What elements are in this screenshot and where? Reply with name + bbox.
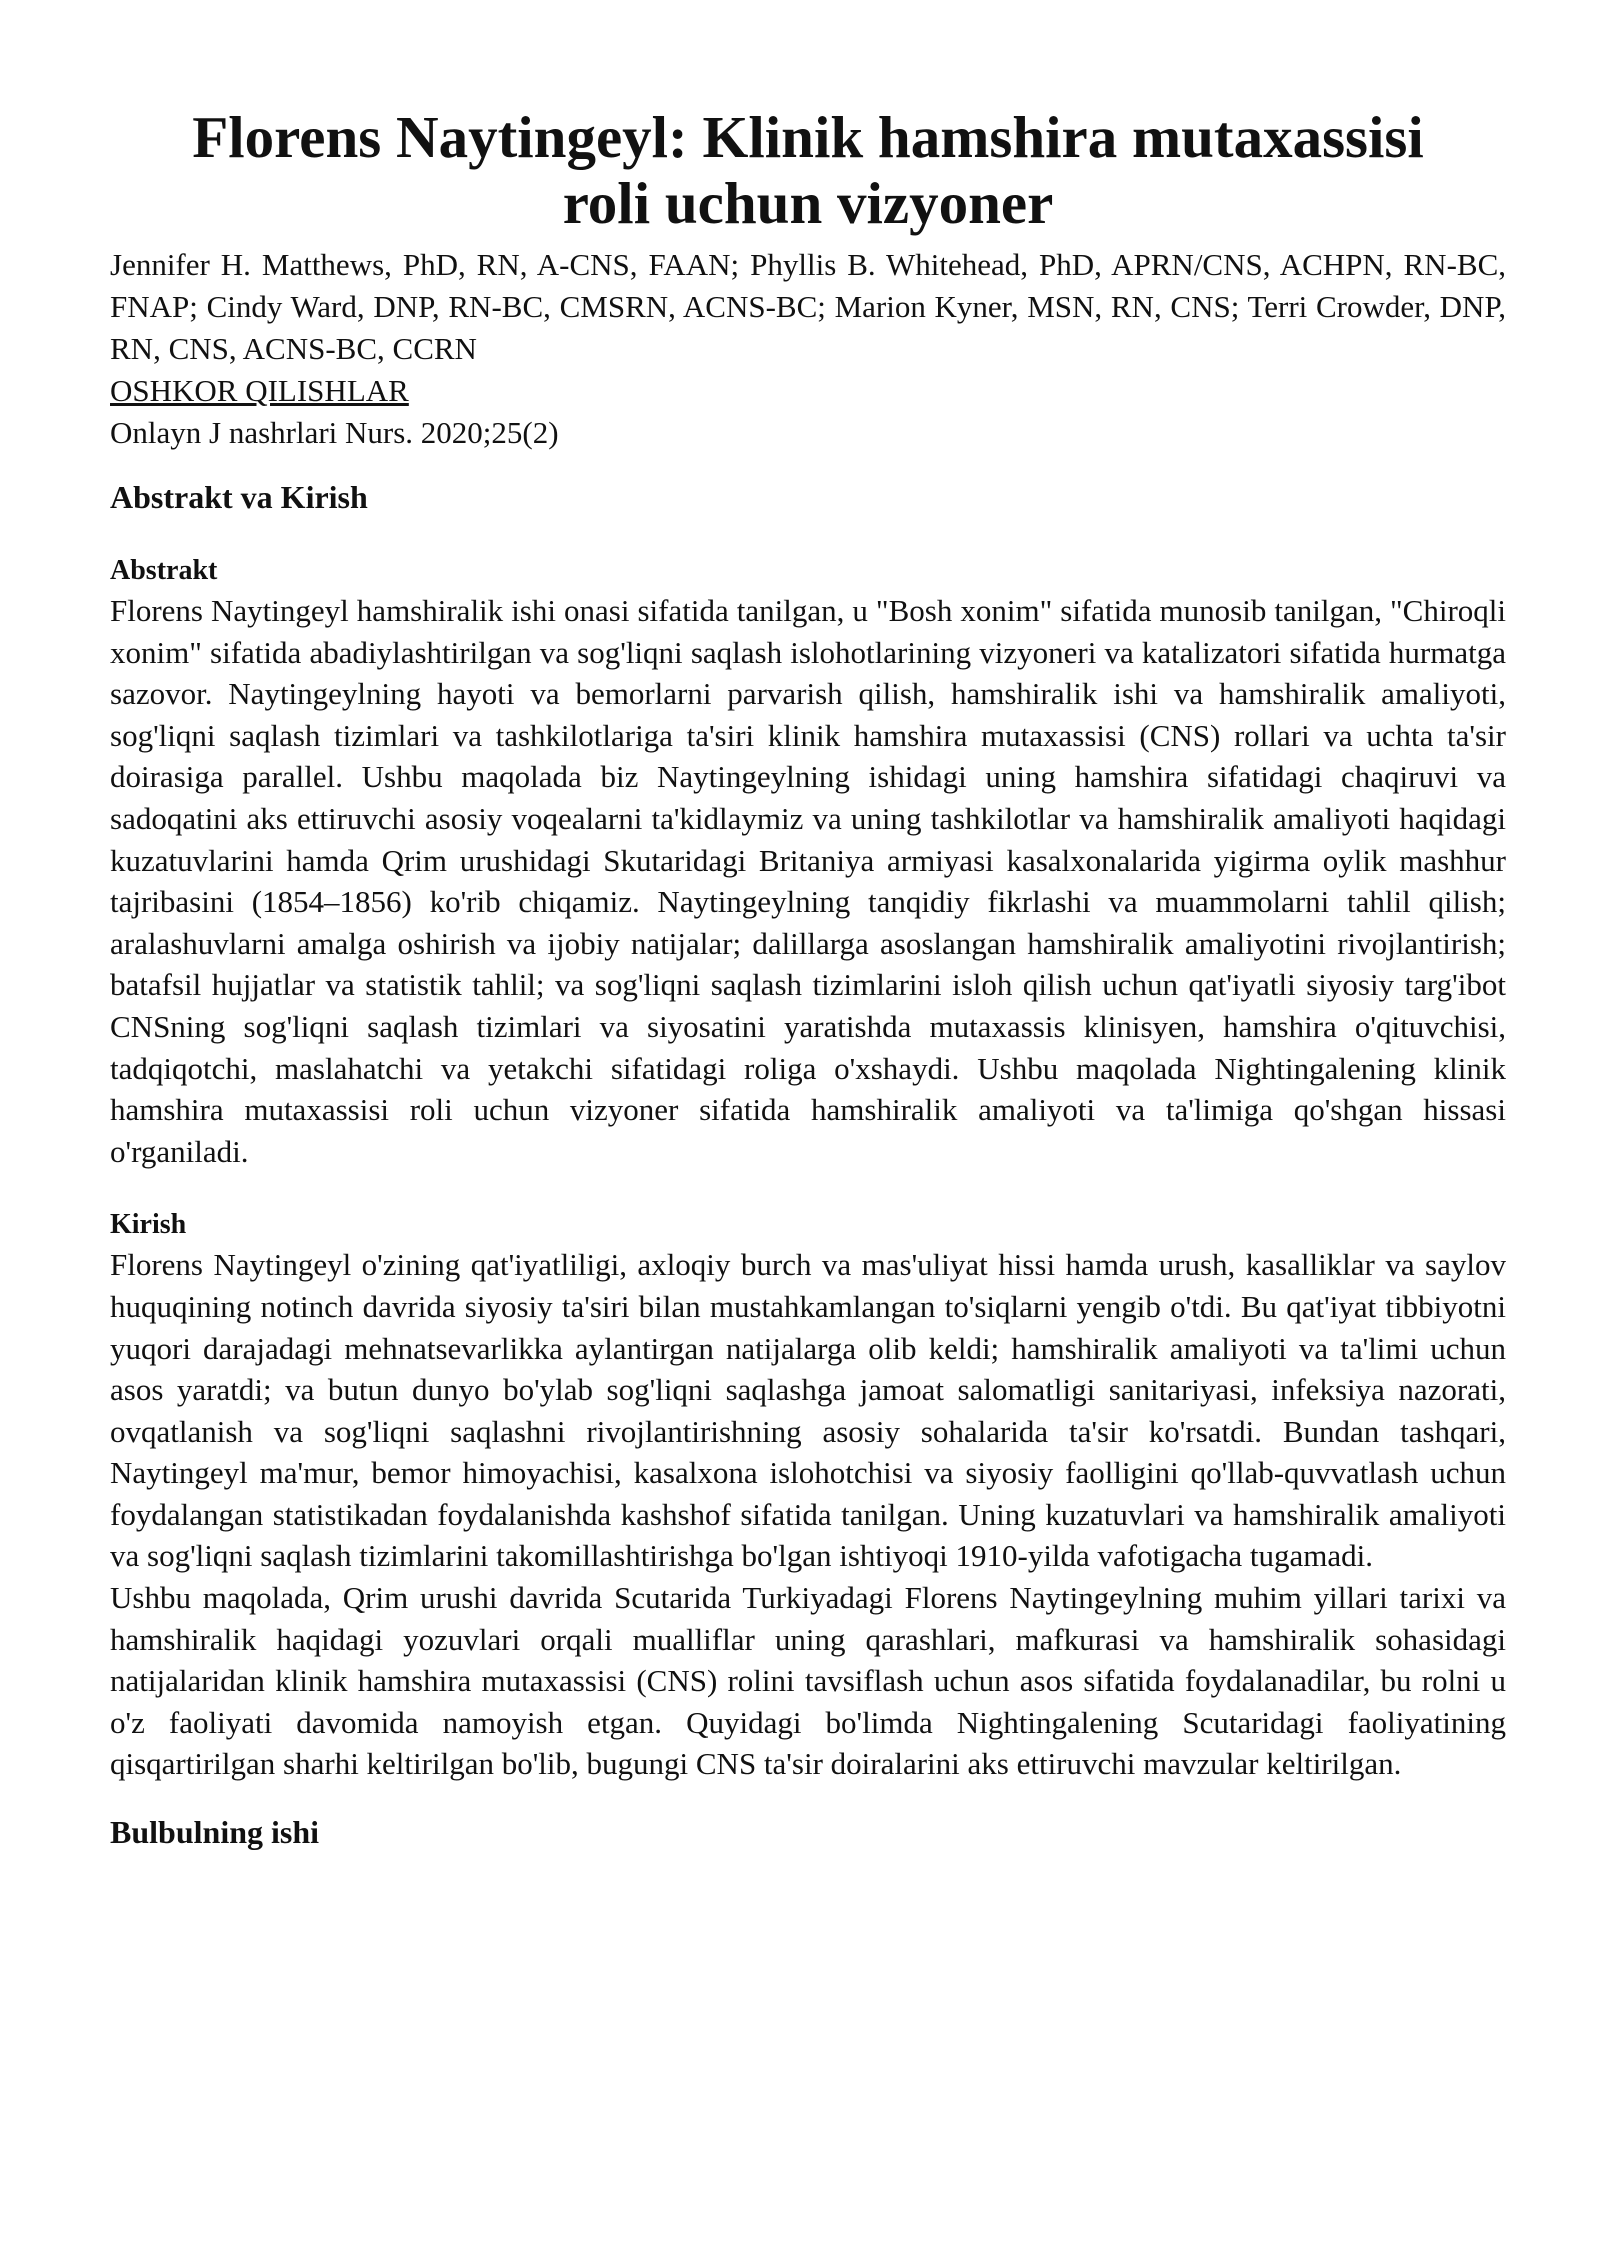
journal-citation: Onlayn J nashrlari Nurs. 2020;25(2) [110, 415, 559, 450]
introduction-paragraph-2: Ushbu maqolada, Qrim urushi davrida Scutarida Turkiyadagi Florens Naytingeylning muhim yillari tarixi va hamshiralik haqidagi yozuvlari orqali mualliflar uning qarashlari, mafkurasi va hamshiralik sohasidagi natijalaridan klinik hamshira mutaxassisi (CNS) rolini tavsiflash uchun asos sifatida foydalanadilar, bu rolni u o'z faoliyati davomida namoyish etgan. Quyidagi bo'limda Nightingalening Scutaridagi faoliyatining qisqartirilgan sharhi keltirilgan bo'lib, bugungi CNS ta'sir doiralarini aks ettiruvchi mavzular keltirilgan. [110, 1580, 1506, 1782]
disclosures-link[interactable]: OSHKOR QILISHLAR [110, 373, 409, 408]
article-title [110, 100, 1506, 236]
article-title-line-2: roli uchun vizyoner [562, 170, 1054, 236]
abstract-paragraph: Florens Naytingeyl hamshiralik ishi onasi sifatida tanilgan, u "Bosh xonim" sifatida munosib tanilgan, "Chiroqli xonim" sifatida abadiylashtirilgan va sog'liqni saqlash islohotlarining vizyoneri va katalizatori sifatida hurmatga sazovor. Naytingeylning hayoti va bemorlarni parvarish qilish, hamshiralik ishi va hamshiralik amaliyoti, sog'liqni saqlash tizimlari va tashkilotlariga ta'siri klinik hamshira mutaxassisi (CNS) rollari va uchta ta'sir doirasiga parallel. Ushbu maqolada biz Naytingeylning ishidagi uning hamshira sifatidagi chaqiruvi va sadoqatini aks ettiruvchi asosiy voqealarni ta'kidlaymiz va uning tashkilotlar va hamshiralik amaliyoti haqidagi kuzatuvlarini hamda Qrim urushidagi Skutaridagi Britaniya armiyasi kasalxonalarida yigirma oylik mashhur tajribasini (1854–1856) ko'rib chiqamiz. Naytingeylning tanqidiy fikrlashi va muammolarni tahlil qilish; aralashuvlarni amalga oshirish va ijobiy natijalar; dalillarga asoslangan hamshiralik amaliyotini rivojlantirish; batafsil hujjatlar va statistik tahlil; va sog'liqni saqlash tizimlarini isloh qilish uchun qat'iyatli siyosiy targ'ibot CNSning sog'liqni saqlash tizimlari va siyosatini yaratishda mutaxassis klinisyen, hamshira o'qituvchisi, tadqiqotchi, maslahatchi va yetakchi sifatidagi roliga o'xshaydi. Ushbu maqolada Nightingalening klinik hamshira mutaxassisi roli uchun vizyoner sifatida hamshiralik amaliyoti va ta'limiga qo'shgan hissasi o'rganiladi. [110, 593, 1506, 1169]
introduction-paragraph-1: Florens Naytingeyl o'zining qat'iyatliligi, axloqiy burch va mas'uliyat hissi hamda urush, kasalliklar va saylov huquqining notinch davrida siyosiy ta'siri bilan mustahkamlangan to'siqlarni yengib o'tdi. Bu qat'iyat tibbiyotni yuqori darajadagi mehnatsevarlikka aylantirgan natijalarga olib keldi; hamshiralik amaliyoti va ta'limi uchun asos yaratdi; va butun dunyo bo'ylab sog'liqni saqlashga jamoat salomatligi sanitariyasi, infeksiya nazorati, ovqatlanish va sog'liqni saqlashni rivojlantirishning asosiy sohalarida ta'sir ko'rsatdi. Bundan tashqari, Naytingeyl ma'mur, bemor himoyachisi, kasalxona islohotchisi va siyosiy faolligini qo'llab-quvvatlash uchun foydalangan statistikadan foydalanishda kashshof sifatida tanilgan. Uning kuzatuvlari va hamshiralik amaliyoti va sog'liqni saqlash tizimlarini takomillashtirishga bo'lgan ishtiyoqi 1910-yilda vafotigacha tugamadi. [110, 1247, 1506, 1574]
article-title-line-1: Florens Naytingeyl: Klinik hamshira mutaxassisi [192, 104, 1424, 170]
introduction-heading: Kirish [110, 1209, 187, 1241]
nightingale-work-heading: Bulbulning ishi [110, 1814, 320, 1851]
abstract-intro-heading: Abstrakt va Kirish [110, 479, 368, 515]
article-page [110, 100, 1506, 1853]
abstract-heading: Abstrakt [110, 555, 218, 586]
author-list: Jennifer H. Matthews, PhD, RN, A-CNS, FAAN; Phyllis B. Whitehead, PhD, APRN/CNS, ACHPN, RN-BC, FNAP; Cindy Ward, DNP, RN-BC, CMSRN, ACNS-BC; Marion Kyner, MSN, RN, CNS; Terri Crowder, DNP, RN, CNS, ACNS-BC, CCRN [110, 247, 1506, 366]
